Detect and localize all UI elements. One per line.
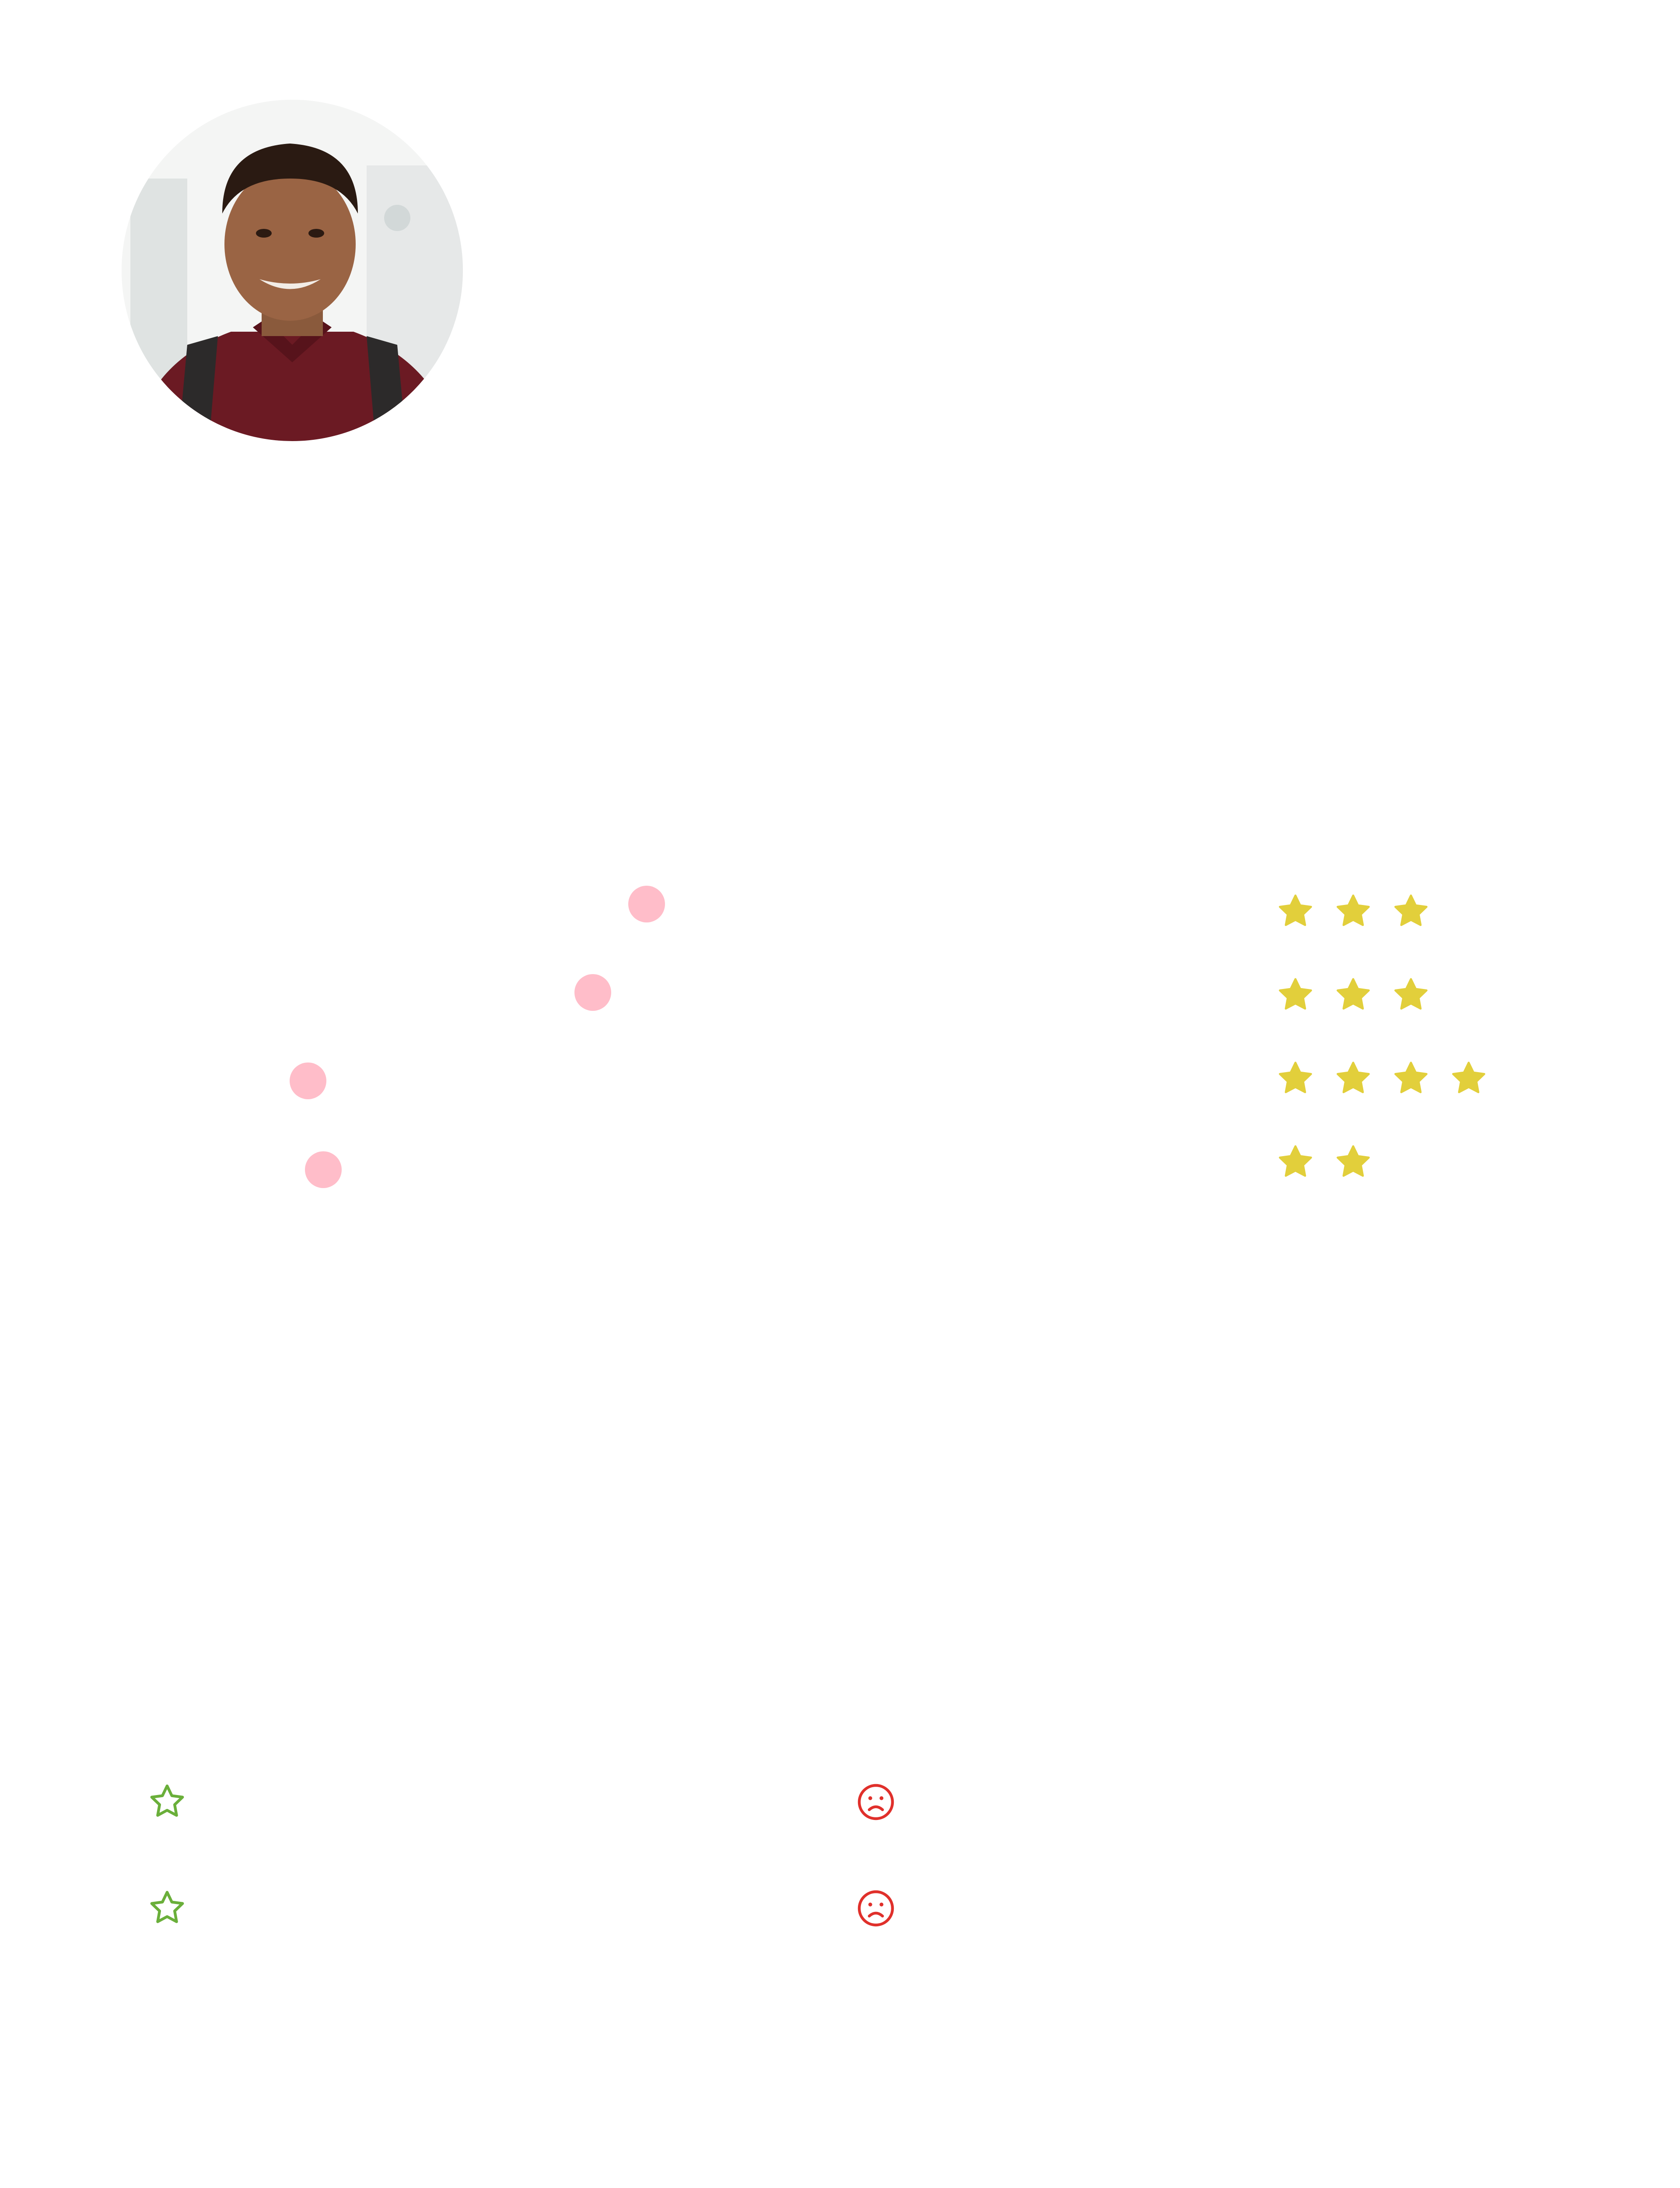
star-rating (1276, 1059, 1488, 1098)
slider-area (0, 0, 752, 2188)
star-filled-icon (1334, 975, 1373, 1014)
slider-dot[interactable] (628, 886, 665, 922)
star-filled-icon (1334, 1142, 1373, 1182)
slider-dot[interactable] (290, 1062, 326, 1099)
slider-row[interactable] (0, 1062, 744, 1099)
star-outline-icon (146, 1887, 188, 1929)
star-filled-icon (1334, 891, 1373, 931)
star-outline-icon (146, 1781, 188, 1823)
sad-face-icon (855, 1781, 897, 1823)
star-filled-icon (1391, 975, 1431, 1014)
star-filled-icon (1276, 975, 1315, 1014)
star-filled-icon (1391, 1059, 1431, 1098)
slider-row[interactable] (0, 886, 744, 922)
star-filled-icon (1391, 891, 1431, 931)
slider-row[interactable] (0, 1151, 744, 1188)
star-rating (1276, 1142, 1373, 1182)
star-filled-icon (1449, 1059, 1488, 1098)
star-filled-icon (1334, 1059, 1373, 1098)
star-rating (1276, 891, 1431, 931)
slider-row[interactable] (0, 974, 744, 1011)
star-filled-icon (1276, 891, 1315, 931)
slider-dot[interactable] (305, 1151, 342, 1188)
star-rating (1276, 975, 1431, 1014)
star-filled-icon (1276, 1142, 1315, 1182)
slider-dot[interactable] (574, 974, 611, 1011)
sad-face-icon (855, 1887, 897, 1929)
star-filled-icon (1276, 1059, 1315, 1098)
